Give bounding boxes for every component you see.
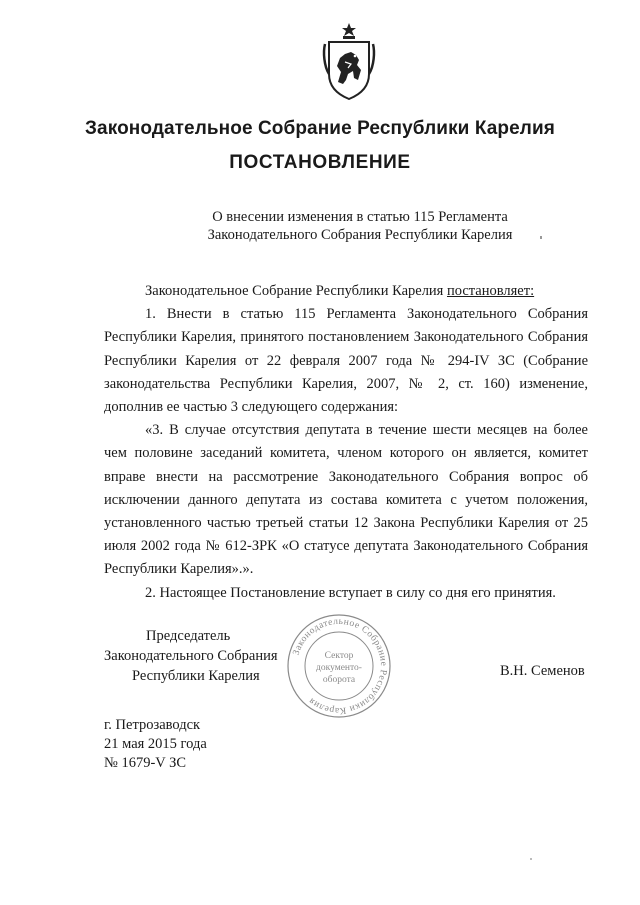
stamp-center-text: оборота	[322, 675, 356, 685]
signatory-title: Председатель	[146, 628, 231, 644]
official-stamp	[283, 610, 395, 722]
scan-mark	[530, 858, 532, 860]
item-quote: «3. В случае отсутствия депутата в течение шести месяцев на более чем половине заседаний комитета, членом которого он является, комитет вправе внести на рассмотрение Законодательного Собрания вопрос об исключении данного депутата из состава комитета с учетом положения, установленного частью третьей статьи 12 Закона Республики Карелия от 25 июля 2002 года № 612-ЗРК «О статусе депутата Законодательного Собрания Республики Карелия».».	[104, 422, 588, 578]
document-body	[104, 280, 588, 605]
document-date: 21 мая 2015 года	[104, 736, 207, 752]
subject-line: Законодательного Собрания Республики Карелия	[207, 227, 513, 243]
stamp-center-text: документо-	[316, 663, 362, 673]
stamp-center-text: Сектор	[324, 651, 354, 661]
preamble-verb: постановляет:	[446, 283, 535, 299]
signatory-title: Республики Карелия	[132, 668, 260, 684]
signatory-title: Законодательного Собрания	[104, 648, 278, 664]
city: г. Петрозаводск	[104, 717, 201, 733]
stamp-ring-text: Законодательное Собрание Республики Карелия	[291, 616, 389, 716]
item-2: 2. Настоящее Постановление вступает в силу со дня его принятия.	[145, 584, 556, 601]
scan-mark	[540, 236, 542, 239]
item-1: 1. Внести в статью 115 Регламента Законодательного Собрания Республики Карелия, принятого постановлением Законодательного Собрания Республики Карелия от 22 февраля 2007 года № 294-IV ЗС (Собрание законодательства Республики Карелия, 2007, № 2, ст. 160) изменение, дополнив ее частью 3 следующего содержания:	[104, 306, 588, 416]
document-subject	[0, 208, 640, 244]
place-date-block	[104, 716, 207, 773]
subject-line: О внесении изменения в статью 115 Регламента	[212, 209, 508, 225]
document-type: ПОСТАНОВЛЕНИЕ	[229, 152, 411, 173]
document-number: № 1679-V ЗС	[104, 755, 187, 771]
preamble-text: Законодательное Собрание Республики Карелия	[145, 283, 447, 299]
signer-name: В.Н. Семенов	[500, 663, 585, 679]
signature-block	[104, 626, 278, 686]
organization-title: Законодательное Собрание Республики Карелия	[85, 118, 555, 139]
coat-of-arms-icon	[321, 22, 377, 100]
preamble	[104, 280, 588, 303]
